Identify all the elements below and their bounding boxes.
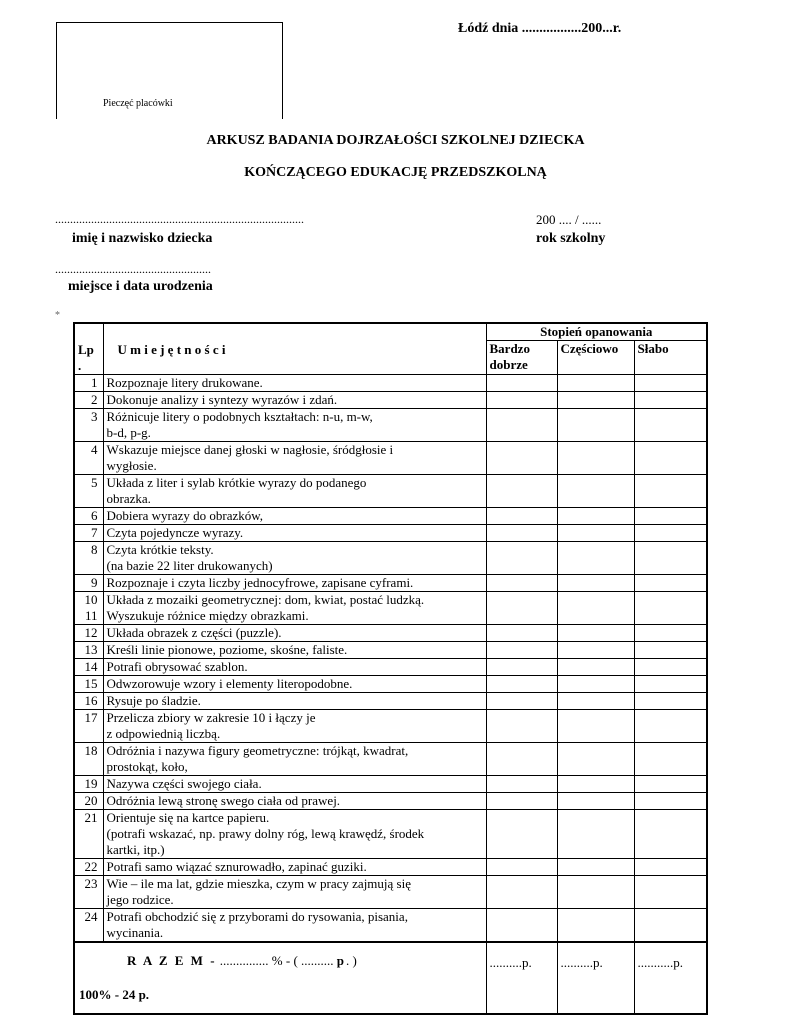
mark-weak-cell[interactable] [634, 475, 707, 508]
mark-partially-cell[interactable] [557, 793, 634, 810]
table-row [74, 625, 707, 642]
mark-weak-cell[interactable] [634, 876, 707, 909]
mark-weak-cell[interactable] [634, 676, 707, 693]
skill-text: Potrafi obrysować szablon. [103, 659, 486, 676]
total-base: 100% - 24 p. [79, 987, 150, 1002]
mark-weak-cell[interactable] [634, 392, 707, 409]
header-partially: Częściowo [557, 341, 634, 375]
mark-weak-cell[interactable] [634, 710, 707, 743]
mark-weak-cell[interactable] [634, 409, 707, 442]
name-field-line[interactable]: ................................................................................... [55, 212, 304, 226]
mark-partially-cell[interactable] [557, 693, 634, 710]
mark-very-good-cell[interactable] [486, 776, 557, 793]
mark-very-good-cell[interactable] [486, 876, 557, 909]
mark-very-good-cell[interactable] [486, 525, 557, 542]
table-row [74, 876, 707, 909]
skill-text: Odróżnia lewą stronę swego ciała od prawej. [103, 793, 486, 810]
mark-weak-cell[interactable] [634, 442, 707, 475]
mark-weak-cell[interactable] [634, 575, 707, 592]
stamp-box [56, 22, 283, 119]
mark-weak-cell[interactable] [634, 776, 707, 793]
stamp-label: Pieczęć placówki [103, 98, 173, 109]
table-row [74, 710, 707, 743]
mark-very-good-cell[interactable] [486, 409, 557, 442]
skill-text: Kreśli linie pionowe, poziome, skośne, faliste. [103, 642, 486, 659]
mark-partially-cell[interactable] [557, 409, 634, 442]
row-number: 2 [74, 392, 103, 409]
table-row [74, 676, 707, 693]
mark-partially-cell[interactable] [557, 743, 634, 776]
row-number: 20 [74, 793, 103, 810]
mark-weak-cell[interactable] [634, 743, 707, 776]
mark-weak-cell[interactable] [634, 508, 707, 525]
table-row [74, 475, 707, 508]
row-number: 14 [74, 659, 103, 676]
row-number: 8 [74, 542, 103, 575]
table-row [74, 810, 707, 859]
skill-text: Różnicuje litery o podobnych kształtach: n-u, m-w, b-d, p-g. [103, 409, 486, 442]
row-number: 23 [74, 876, 103, 909]
mark-very-good-cell[interactable] [486, 442, 557, 475]
skill-text: Wie – ile ma lat, gdzie mieszka, czym w pracy zajmują się jego rodzice. [103, 876, 486, 909]
total-partially[interactable]: ..........p. [557, 942, 634, 1014]
table-row [74, 375, 707, 392]
table-row [74, 659, 707, 676]
mark-weak-cell[interactable] [634, 693, 707, 710]
mark-very-good-cell[interactable] [486, 859, 557, 876]
mark-partially-cell[interactable] [557, 710, 634, 743]
skill-text: Rozpoznaje litery drukowane. [103, 375, 486, 392]
mark-weak-cell[interactable] [634, 625, 707, 642]
skills-table [73, 322, 706, 1002]
row-number: 12 [74, 625, 103, 642]
skill-text: Przelicza zbiory w zakresie 10 i łączy je z odpowiednią liczbą. [103, 710, 486, 743]
row-number: 22 [74, 859, 103, 876]
mark-partially-cell[interactable] [557, 392, 634, 409]
total-weak[interactable]: ...........p. [634, 942, 707, 1014]
mark-very-good-cell[interactable] [486, 793, 557, 810]
table-row [74, 693, 707, 710]
mark-weak-cell[interactable] [634, 793, 707, 810]
asterisk-mark: * [55, 310, 60, 321]
skill-text: Potrafi obchodzić się z przyborami do rysowania, pisania, wycinania. [103, 909, 486, 943]
table-row [74, 592, 707, 625]
row-number: 5 [74, 475, 103, 508]
document-subtitle: KOŃCZĄCEGO EDUKACJĘ PRZEDSZKOLNĄ [244, 165, 547, 180]
table-row [74, 743, 707, 776]
skill-text: Układa z liter i sylab krótkie wyrazy do podanego obrazka. [103, 475, 486, 508]
skill-text: Wskazuje miejsce danej głoski w nagłosie, śródgłosie i wygłosie. [103, 442, 486, 475]
skill-text: Rozpoznaje i czyta liczby jednocyfrowe, zapisane cyframi. [103, 575, 486, 592]
school-year-label: rok szkolny [536, 231, 606, 246]
mark-weak-cell[interactable] [634, 592, 707, 625]
table-row [74, 909, 707, 943]
skill-text: Odwzorowuje wzory i elementy literopodobne. [103, 676, 486, 693]
table-row [74, 793, 707, 810]
skill-text: Układa z mozaiki geometrycznej: dom, kwiat, postać ludzką. Wyszukuje różnice między obrazkami. [103, 592, 486, 625]
skill-text: Orientuje się na kartce papieru. (potrafi wskazać, np. prawy dolny róg, lewą krawędź, środek kartki, itp.) [103, 810, 486, 859]
row-number: 21 [74, 810, 103, 859]
mark-weak-cell[interactable] [634, 542, 707, 575]
skill-text: Dobiera wyrazy do obrazków, [103, 508, 486, 525]
mark-partially-cell[interactable] [557, 810, 634, 859]
mark-very-good-cell[interactable] [486, 659, 557, 676]
header-lp: Lp . [74, 323, 103, 375]
mark-partially-cell[interactable] [557, 525, 634, 542]
row-number: 7 [74, 525, 103, 542]
skill-text: Rysuje po śladzie. [103, 693, 486, 710]
mark-very-good-cell[interactable] [486, 743, 557, 776]
mark-partially-cell[interactable] [557, 542, 634, 575]
mark-partially-cell[interactable] [557, 475, 634, 508]
mark-very-good-cell[interactable] [486, 625, 557, 642]
row-number: 4 [74, 442, 103, 475]
mark-very-good-cell[interactable] [486, 592, 557, 625]
row-number: 9 [74, 575, 103, 592]
skill-text: Układa obrazek z części (puzzle). [103, 625, 486, 642]
mark-very-good-cell[interactable] [486, 542, 557, 575]
mark-very-good-cell[interactable] [486, 642, 557, 659]
mark-weak-cell[interactable] [634, 859, 707, 876]
mark-partially-cell[interactable] [557, 876, 634, 909]
mark-very-good-cell[interactable] [486, 392, 557, 409]
mark-very-good-cell[interactable] [486, 693, 557, 710]
mark-partially-cell[interactable] [557, 442, 634, 475]
header-very-good: Bardzo dobrze [486, 341, 557, 375]
mark-weak-cell[interactable] [634, 659, 707, 676]
total-very-good[interactable]: ..........p. [486, 942, 557, 1014]
table-row [74, 409, 707, 442]
row-number: 1 [74, 375, 103, 392]
skill-text: Czyta pojedyncze wyrazy. [103, 525, 486, 542]
row-number: 10 11 [74, 592, 103, 625]
row-number: 16 [74, 693, 103, 710]
table-row [74, 525, 707, 542]
mark-very-good-cell[interactable] [486, 909, 557, 943]
table-row [74, 392, 707, 409]
row-number: 24 [74, 909, 103, 943]
row-number: 3 [74, 409, 103, 442]
skill-text: Nazywa części swojego ciała. [103, 776, 486, 793]
row-number: 13 [74, 642, 103, 659]
header-skills: U m i e j ę t n o ś c i [103, 323, 486, 375]
mark-weak-cell[interactable] [634, 525, 707, 542]
total-label-cell [74, 942, 486, 1014]
header-mastery-level: Stopień opanowania [486, 323, 707, 341]
mark-partially-cell[interactable] [557, 508, 634, 525]
mark-very-good-cell[interactable] [486, 810, 557, 859]
table-row [74, 776, 707, 793]
row-number: 15 [74, 676, 103, 693]
mark-partially-cell[interactable] [557, 375, 634, 392]
skill-text: Odróżnia i nazywa figury geometryczne: trójkąt, kwadrat, prostokąt, koło, [103, 743, 486, 776]
total-formula: R A Z E M - ............... % - ( .......... p. ) [127, 953, 357, 968]
mark-very-good-cell[interactable] [486, 575, 557, 592]
table-row [74, 859, 707, 876]
table-row [74, 575, 707, 592]
mark-very-good-cell[interactable] [486, 375, 557, 392]
document-title: ARKUSZ BADANIA DOJRZAŁOŚCI SZKOLNEJ DZIECKA [206, 133, 585, 148]
mark-weak-cell[interactable] [634, 909, 707, 943]
table-row [74, 542, 707, 575]
total-row [74, 942, 707, 1014]
mark-partially-cell[interactable] [557, 592, 634, 625]
skill-text: Potrafi samo wiązać sznurowadło, zapinać guziki. [103, 859, 486, 876]
date-line: Łódź dnia .................200...r. [458, 21, 622, 36]
mark-partially-cell[interactable] [557, 776, 634, 793]
mark-very-good-cell[interactable] [486, 710, 557, 743]
skill-text: Dokonuje analizy i syntezy wyrazów i zdań. [103, 392, 486, 409]
table-row [74, 442, 707, 475]
row-number: 6 [74, 508, 103, 525]
mark-partially-cell[interactable] [557, 625, 634, 642]
mark-partially-cell[interactable] [557, 859, 634, 876]
mark-weak-cell[interactable] [634, 375, 707, 392]
mark-partially-cell[interactable] [557, 575, 634, 592]
mark-partially-cell[interactable] [557, 659, 634, 676]
row-number: 19 [74, 776, 103, 793]
mark-partially-cell[interactable] [557, 642, 634, 659]
mark-very-good-cell[interactable] [486, 508, 557, 525]
school-year-field[interactable]: 200 .... / ...... [536, 212, 602, 227]
birth-label: miejsce i data urodzenia [68, 279, 213, 294]
skill-text: Czyta krótkie teksty. (na bazie 22 liter drukowanych) [103, 542, 486, 575]
mark-very-good-cell[interactable] [486, 475, 557, 508]
mark-partially-cell[interactable] [557, 909, 634, 943]
mark-weak-cell[interactable] [634, 810, 707, 859]
row-number: 18 [74, 743, 103, 776]
mark-weak-cell[interactable] [634, 642, 707, 659]
name-label: imię i nazwisko dziecka [72, 231, 213, 246]
table-row [74, 642, 707, 659]
table-row [74, 508, 707, 525]
mark-very-good-cell[interactable] [486, 676, 557, 693]
row-number: 17 [74, 710, 103, 743]
header-weak: Słabo [634, 341, 707, 375]
birth-field-line[interactable]: .................................................... [55, 262, 211, 276]
mark-partially-cell[interactable] [557, 676, 634, 693]
